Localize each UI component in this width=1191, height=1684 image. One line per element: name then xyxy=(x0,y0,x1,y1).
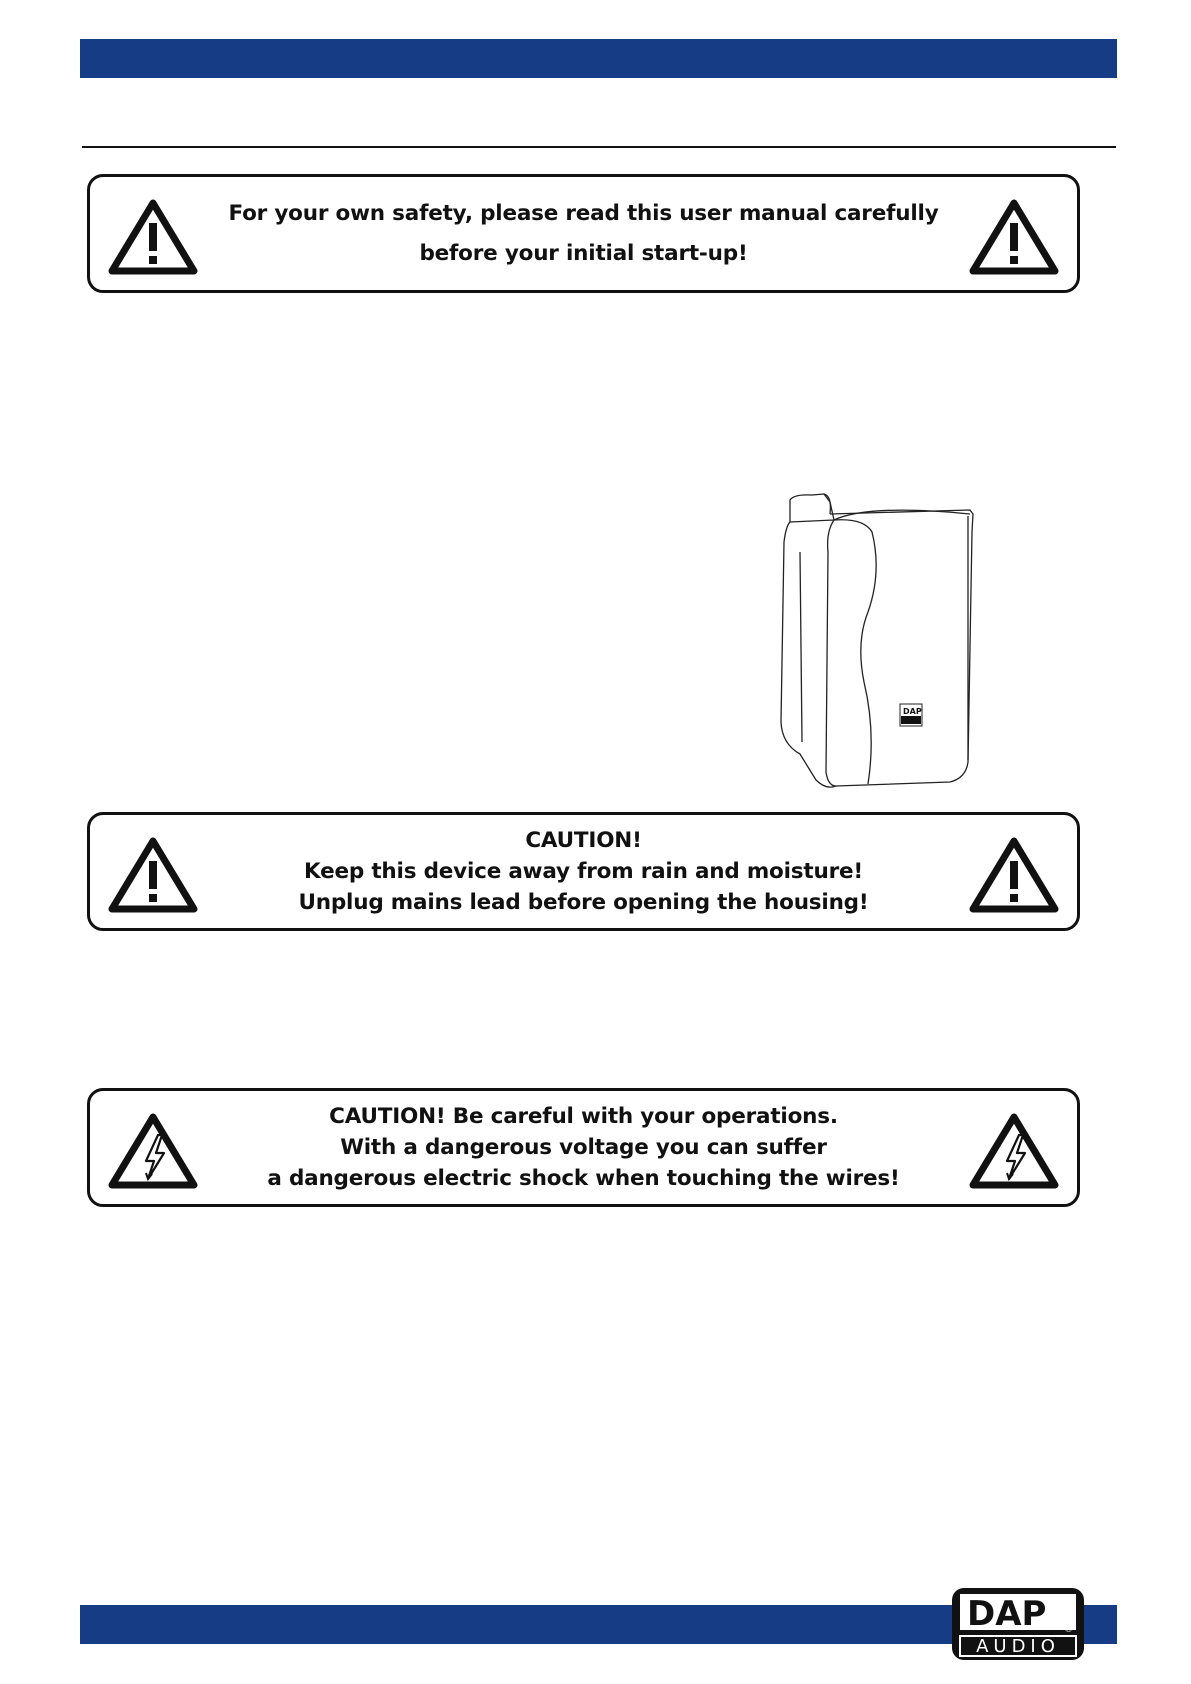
high-voltage-icon xyxy=(106,1111,200,1191)
voltage-line-3: a dangerous electric shock when touching the wires! xyxy=(267,1166,900,1191)
header-rule xyxy=(82,146,1116,148)
caution-moisture-text xyxy=(220,815,947,928)
logo-dap-text: DAP xyxy=(967,1594,1047,1634)
speaker-illustration xyxy=(772,492,982,792)
voltage-line-2: With a dangerous voltage you can suffer xyxy=(340,1135,827,1160)
caution-voltage-text xyxy=(220,1091,947,1204)
caution-voltage-box xyxy=(87,1088,1080,1207)
logo-registered-mark: ® xyxy=(1064,1625,1073,1635)
safety-notice-line-1: For your own safety, please read this user manual carefully xyxy=(228,200,939,226)
logo-audio-text: AUDIO xyxy=(976,1636,1060,1657)
high-voltage-icon xyxy=(967,1111,1061,1191)
safety-notice-line-2: before your initial start-up! xyxy=(419,240,748,266)
warning-triangle-icon xyxy=(106,197,200,277)
safety-notice-box xyxy=(87,174,1080,293)
caution-heading: CAUTION! xyxy=(525,828,642,853)
dap-audio-logo xyxy=(948,1584,1088,1664)
caution-line-2: Unplug mains lead before opening the housing! xyxy=(298,890,869,915)
warning-triangle-icon xyxy=(967,835,1061,915)
warning-triangle-icon xyxy=(106,835,200,915)
caution-moisture-box xyxy=(87,812,1080,931)
safety-notice-text xyxy=(220,177,947,290)
header-bar xyxy=(80,39,1117,78)
warning-triangle-icon xyxy=(967,197,1061,277)
caution-line-1: Keep this device away from rain and moisture! xyxy=(304,859,863,884)
speaker-badge-text: DAP xyxy=(903,707,922,716)
voltage-line-1: CAUTION! Be careful with your operations. xyxy=(329,1104,838,1129)
